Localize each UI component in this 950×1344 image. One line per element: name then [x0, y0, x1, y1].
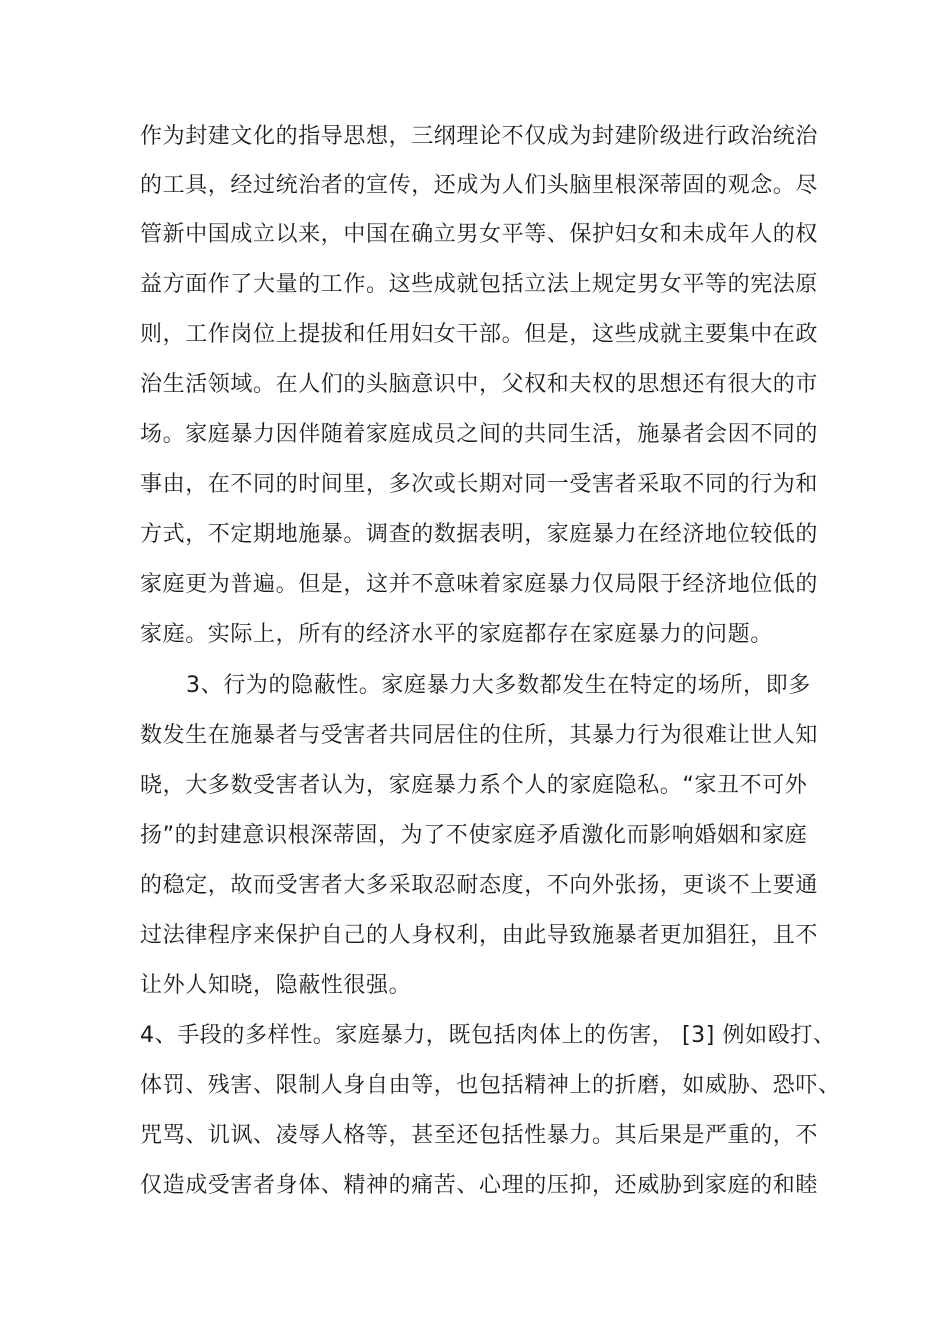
text-line: 过法律程序来保护自己的人身权利，由此导致施暴者更加猖狂，且不 — [140, 923, 819, 948]
text-line: 益方面作了大量的工作。这些成就包括立法上规定男女平等的宪法原 — [140, 272, 819, 297]
text-line: 扬”的封建意识根深蒂固，为了不使家庭矛盾激化而影响婚姻和家庭 — [140, 823, 808, 848]
text-line: 则，工作岗位上提拔和任用妇女干部。但是，这些成就主要集中在政 — [140, 322, 819, 347]
text-line: 体罚、残害、限制人身自由等，也包括精神上的折磨，如威胁、恐吓、 — [140, 1073, 841, 1098]
text-line: 事由，在不同的时间里，多次或长期对同一受害者采取不同的行为和 — [140, 472, 819, 497]
text-line: 家庭更为普遍。但是，这并不意味着家庭暴力仅局限于经济地位低的 — [140, 572, 819, 597]
text-line: 管新中国成立以来，中国在确立男女平等、保护妇女和未成年人的权 — [140, 222, 819, 247]
text-line: 让外人知晓，隐蔽性很强。 — [140, 973, 412, 998]
text-line: 家庭。实际上，所有的经济水平的家庭都存在家庭暴力的问题。 — [140, 622, 773, 647]
text-line: 场。家庭暴力因伴随着家庭成员之间的共同生活，施暴者会因不同的 — [140, 422, 819, 447]
text-line: 治生活领域。在人们的头脑意识中，父权和夫权的思想还有很大的市 — [140, 372, 819, 397]
text-line: 作为封建文化的指导思想，三纲理论不仅成为封建阶级进行政治统治 — [140, 124, 819, 149]
paragraph-heading-3: 3、行为的隐蔽性。家庭暴力大多数都发生在特定的场所，即多 — [186, 673, 811, 698]
text-line: 晓，大多数受害者认为，家庭暴力系个人的家庭隐私。“家丑不可外 — [140, 773, 808, 798]
text-line: 方式，不定期地施暴。调查的数据表明，家庭暴力在经济地位较低的 — [140, 522, 819, 547]
text-line: 仅造成受害者身体、精神的痛苦、心理的压抑，还威胁到家庭的和睦 — [140, 1173, 819, 1198]
text-line: 的工具，经过统治者的宣传，还成为人们头脑里根深蒂固的观念。尽 — [140, 173, 819, 198]
text-line: 数发生在施暴者与受害者共同居住的住所，其暴力行为很难让世人知 — [140, 723, 819, 748]
text-line: 的稳定，故而受害者大多采取忍耐态度，不向外张扬，更谈不上要通 — [140, 873, 819, 898]
text-line: 咒骂、讥讽、凌辱人格等，甚至还包括性暴力。其后果是严重的，不 — [140, 1123, 819, 1148]
paragraph-heading-4: 4、手段的多样性。家庭暴力，既包括肉体上的伤害， [3] 例如殴打、 — [140, 1023, 836, 1048]
